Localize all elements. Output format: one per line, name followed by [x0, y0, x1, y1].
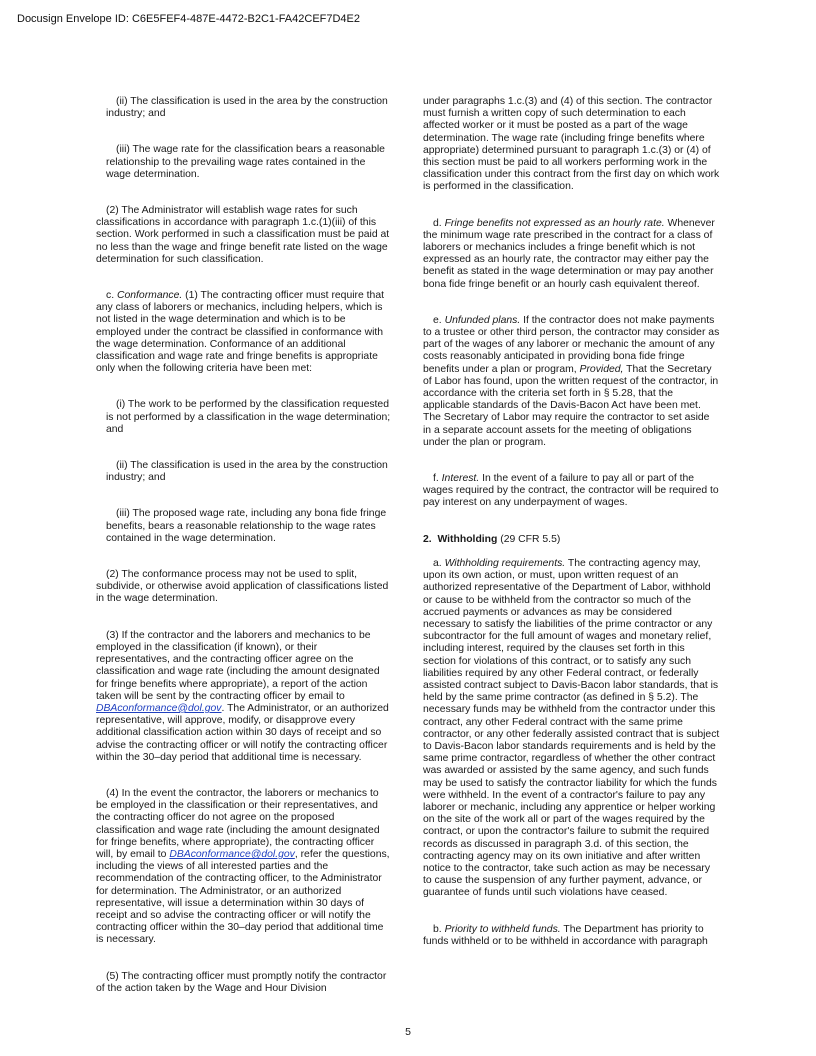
paragraph: under paragraphs 1.c.(3) and (4) of this section. The contractor must furnish a written copy of such determination to each affected worker or it must be posted as a part of the wage determination. The wage rate (including fringe benefits where appropriate) determined pursuant to paragraph 1.c.(3) or (4) of this section must be paid to all workers performing work in the classification under this contract from the first day on which work is performed in the classification. — [423, 96, 720, 193]
paragraph: c. Conformance. (1) The contracting officer must require that any class of laborers or mechanics, including helpers, which is not listed in the wage determination and which is to be employed under the contract be classified in conformance with the wage determination. Conformance of an additional classification and wage rate and fringe benefits is appropriate only when the following criteria have been met: — [96, 290, 384, 375]
paragraph: (4) In the event the contractor, the laborers or mechanics to be employed in the classification or their representatives, and the contracting officer do not agree on the proposed classification and wage rate (including the amount designated for fringe benefits, where appropriate), the contracting officer will, by email to DBAconformance@dol.gov, refer the questions, including the views of all interested parties and the recommendation of the contracting officer, to the Administrator for determination. The Administrator, or an authorized representative, will issue a determination within 30 days of receipt and so advise the contracting officer or will notify the contracting officer within the 30–day period that additional time is necessary. — [96, 787, 390, 946]
paragraph: (iii) The proposed wage rate, including any bona fide fringe benefits, bears a reasonable relationship to the wage rates contained in the wage determination. — [106, 508, 387, 544]
paragraph: (iii) The wage rate for the classification bears a reasonable relationship to the prevailing wage rates contained in the wage determination. — [106, 144, 385, 180]
paragraph: b. Priority to withheld funds. The Department has priority to funds withheld or to be withheld in accordance with paragraph — [423, 923, 708, 947]
email-link[interactable]: DBAconformance@dol.gov — [96, 702, 222, 714]
paragraph: d. Fringe benefits not expressed as an hourly rate. Whenever the minimum wage rate prescribed in the contract for a class of laborers or mechanics includes a fringe benefit which is not expressed as an hourly rate, the contractor may either pay the benefit as stated in the wage determination or may pay another bona fide fringe benefit or an hourly cash equivalent thereof. — [423, 217, 715, 290]
paragraph: f. Interest. In the event of a failure to pay all or part of the wages required by the contract, the contractor will be required to pay interest on any underpayment of wages. — [423, 473, 719, 509]
paragraph: a. Withholding requirements. The contracting agency may, upon its own action, or must, upon written request of an authorized representative of the Department of Labor, withhold or cause to be withheld from the contractor so much of the accrued payments or advances as may be considered necessary to satisfy the liabilities of the prime contractor or any subcontractor for the full amount of wages and monetary relief, including interest, required by the clauses set forth in this section for violations of this contract, or to satisfy any such liabilities required by any other Federal contract, or federally assisted contract subject to Davis-Bacon labor standards, that is held by the same prime contractor (as defined in § 5.2). The necessary funds may be withheld from the contractor under this contract, any other Federal contract with the same prime contractor, or any other federally assisted contract that is subject to Davis-Bacon labor standards requirements and is held by the same prime contractor, regardless of whether the other contract was awarded or assisted by the same agency, and such funds may be used to satisfy the contractor liability for which the funds were withheld. In the event of a contractor's failure to pay any laborer or mechanic, including any apprentice or helper working on the site of the work all or part of the wages required by the contract, or upon the contractor's failure to submit the required records as discussed in paragraph 3.d. of this section, the contracting agency may on its own initiative and after written notice to the contractor, take such action as may be necessary to cause the suspension of any further payment, advance, or guarantee of funds until such violations have ceased. — [423, 557, 720, 899]
email-link[interactable]: DBAconformance@dol.gov — [169, 848, 295, 860]
paragraph: (i) The work to be performed by the classification requested is not performed by a classification in the wage determination; and — [106, 399, 391, 435]
paragraph: (2) The Administrator will establish wage rates for such classifications in accordance with paragraph 1.c.(1)(iii) of this section. Work performed in such a classification must be paid at no less than the wage and fringe benefit rate listed on the wage determination for such classification. — [96, 205, 390, 265]
paragraph: (3) If the contractor and the laborers and mechanics to be employed in the classification (if known), or their representatives, and the contracting officer agree on the classification and wage rate (including the amount designated for fringe benefits where appropriate), a report of the action taken will be sent by the contracting officer by email to DBAconformance@dol.gov. The Administrator, or an authorized representative, will approve, modify, or disapprove every additional classification action within 30 days of receipt and so advise the contracting officer or will notify the contracting officer within the 30–day period that additional time is necessary. — [96, 629, 389, 763]
paragraph: e. Unfunded plans. If the contractor does not make payments to a trustee or other third person, the contractor may consider as part of the wages of any laborer or mechanic the amount of any costs reasonably anticipated in providing bona fide fringe benefits under a plan or program, Provided, That the Secretary of Labor has found, upon the written request of the contractor, in accordance with the criteria set forth in § 5.28, that the applicable standards of the Davis-Bacon Act have been met. The Secretary of Labor may require the contractor to set aside in a separate account assets for the meeting of obligations under the plan or program. — [423, 314, 720, 448]
section-heading: 2. Withholding (29 CFR 5.5) — [423, 533, 561, 545]
paragraph: (ii) The classification is used in the area by the construction industry; and — [106, 460, 388, 484]
left-column — [96, 96, 392, 995]
paragraph: (5) The contracting officer must promptly notify the contractor of the action taken by the Wage and Hour Division — [96, 970, 387, 994]
right-column — [423, 96, 720, 948]
page-number: 5 — [405, 1026, 411, 1038]
envelope-id: Docusign Envelope ID: C6E5FEF4-487E-4472-B2C1-FA42CEF7D4E2 — [17, 13, 361, 25]
paragraph: (2) The conformance process may not be used to split, subdivide, or otherwise avoid application of classifications listed in the wage determination. — [96, 569, 389, 605]
paragraph: (ii) The classification is used in the area by the construction industry; and — [106, 96, 388, 120]
